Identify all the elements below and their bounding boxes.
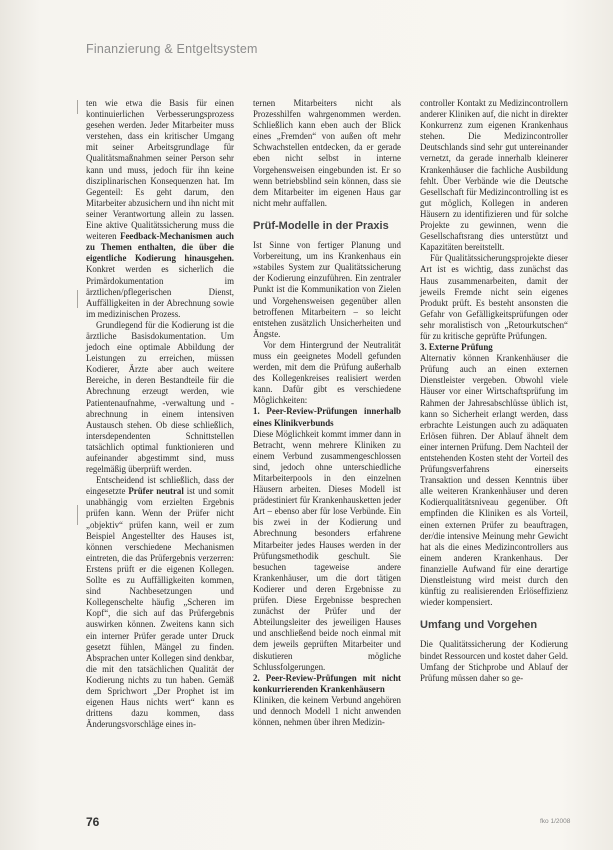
bold-phrase: Feedback-Mechanismen auch zu Themen enthalten, die über die eigentliche Kodierung hinausgehen.	[86, 231, 234, 264]
paragraph-text: ten wie etwa die Basis für einen kontinuierlichen Verbesserungsprozess gesehen werden. Jeder Mitarbeiter muss verstehen, dass ein kritischer Umgang mit seiner Arbeitsgrundlage für Qualitätsmaßnahmen seiner Person sehr kann und muss, jedoch für ihn keine disziplinarischen Konsequenzen hat. Im Gegenteil: Es geht darum, den Mitarbeiter abzusichern und ihn nicht mit seiner Verantwortung allein zu lassen. Eine aktive Qualitätssicherung muss die weiteren	[86, 98, 234, 242]
running-header-title: Finanzierung & Entgeltsystem	[86, 42, 258, 56]
footer-source: fko 1/2008	[540, 818, 571, 825]
paragraph: Ist Sinne von fertiger Planung und Vorbereitung, um ins Krankenhaus ein »stabiles System zur Qualitätssicherung der Kodierung einzuführen. Ein zentraler Punkt ist die Kommunikation von Zielen und Vorgehensweisen gegenüber allen betroffenen Mitarbeitern – so leicht entstehen zusätzlich Unsicherheiten und Ängste.	[253, 240, 401, 339]
section-heading: Prüf-Modelle in der Praxis	[253, 219, 389, 232]
paragraph-text: Konkret werden es sicherlich die Primärdokumentation im ärztlichen/pflegerischen Dienst, Auffälligkeiten in der Abrechnung sowie im medizinischen Prozess.	[86, 264, 234, 319]
section-heading: Umfang und Vorgehen	[420, 619, 538, 632]
text-column-1	[86, 98, 234, 730]
text-column-3	[420, 98, 568, 684]
page-number: 76	[86, 815, 100, 829]
text-column-2	[253, 98, 401, 728]
subsection-heading: 1. Peer-Review-Prüfungen innerhalb eines Klinikverbunds	[253, 406, 401, 428]
bold-phrase: Prüfer neutral	[128, 486, 184, 497]
paragraph: ternen Mitarbeiters nicht als Prozesshilfen wahrgenommen werden. Schließlich kann eben auch der Blick eines „Fremden“ von außen oft mehr Schwachstellen entdecken, da er gerade eben nicht selbst in interne Vorgehensweisen eingebunden ist. Er so wenn betriebsblind sein können, dass sie dem Mitarbeiter im eigenen Haus gar nicht mehr auffallen.	[253, 98, 401, 208]
paragraph-text: Entscheidend ist schließlich, dass der eingesetzte	[86, 475, 234, 497]
paragraph: Diese Möglichkeit kommt immer dann in Betracht, wenn mehrere Kliniken zu einem Verbund zusammengeschlossen sind, jedoch ohne unterschiedliche Mitarbeiterpools in den einzelnen Häusern arbeiten. Dieses Modell ist prädestiniert für Krankenhausketten jeder Art – ebenso aber für lose Verbünde. Ein bis zwei in der Kodierung und Abrechnung besonders erfahrene Mitarbeiter jedes Hauses werden in der Prüfungsmethodik geschult. Sie besuchen tageweise andere Krankenhäuser, um die dort tätigen Kodierer und deren Ergebnisse zu prüfen. Diese Ergebnisse besprechen zunächst der Prüfer und der Abteilungsleiter des jeweiligen Hauses und anschließend beide noch einmal mit dem jeweils geprüften Mitarbeiter und diskutieren mögliche Schlussfolgerungen.	[253, 428, 401, 672]
paragraph: Für Qualitätssicherungsprojekte dieser Art ist es wichtig, dass zunächst das Haus zusammenarbeiten, damit der jeweils Fremde nicht sein eigenes Produkt prüft. Es besteht ansonsten die Gefahr von Gefälligkeitsprüfungen oder sehr moralistisch von „Retourkutschen“ für zu kritische geprüfte Prüfungen.	[420, 253, 568, 341]
paragraph-text: ist und somit unabhängig vom erzielten Ergebnis prüfen kann. Wenn der Prüfer nicht „objektiv“ prüfen kann, weil er zum Beispiel Angestellter des Hauses ist, können verschiedene Mechanismen eintreten, die das Prüfergebnis verzerren: Erstens prüft er die eigenen Kollegen. Sollte es zu Auffälligkeiten kommen, sind Nachbesetzungen und Kollegenschelte häufig „Scheren im Kopf“, die sich auf das Prüfergebnis auswirken können. Zweitens kann sich ein interner Prüfer gerade unter Druck gesetzt fühlen, Mängel zu finden. Absprachen unter Kollegen sind denkbar, die mit den tatsächlichen Qualität der Kodierung nichts zu tun haben. Gemäß dem Sprichwort „Der Prophet ist im eigenen Haus nichts wert“ kann es drittens dazu kommen, dass Änderungsvorschläge eines in-	[86, 486, 235, 730]
subsection-heading: 2. Peer-Review-Prüfungen mit nicht konkurrierenden Krankenhäusern	[253, 672, 401, 694]
paragraph	[86, 98, 234, 320]
paragraph: controller Kontakt zu Medizincontrollern anderer Kliniken auf, die nicht in direkter Konkurrenz zum eigenen Krankenhaus stehen. Die Medizincontroller Deutschlands sind sehr gut untereinander vernetzt, da gerade innerhalb kleinerer Krankenhäuser die fachliche Ausbildung fehlt. Über Verbände wie die Deutsche Gesellschaft für Medizincontrolling ist es gut möglich, Kollegen in anderen Häusern zu identifizieren und für solche Projekte zu gewinnen, wenn die Gesellschaftsrang dies unterstützt und Kapazitäten bereitstellt.	[420, 98, 568, 253]
margin-mark	[77, 505, 78, 525]
paragraph: Grundlegend für die Kodierung ist die ärztliche Basisdokumentation. Um jedoch eine optimale Abbildung der Leistungen zu erreichen, müssen Kodierer, Ärzte aber auch weitere Bereiche, in deren Bestandteile für die Abrechnung erzeugt werden, wie Patientenaufnahme, -verwaltung und -abrechnung in einem intensiven Austausch stehen. Ob diese schließlich, intersdependenten Schnittstellen tatsächlich optimal funktionieren und aufeinander abgestimmt sind, muss regelmäßig überprüft werden.	[86, 319, 234, 475]
margin-mark	[77, 100, 78, 114]
paragraph	[86, 475, 234, 730]
paragraph: Vor dem Hintergrund der Neutralität muss ein geeignetes Modell gefunden werden, mit dem die Prüfung außerhalb des Kollegenkreises realisiert werden kann. Dafür gibt es verschiedene Möglichkeiten:	[253, 339, 401, 406]
paragraph: Die Qualitätssicherung der Kodierung bindet Ressourcen und kostet daher Geld. Umfang der Stichprobe und Ablauf der Prüfung müssen daher so ge-	[420, 639, 568, 683]
paragraph: Kliniken, die keinem Verbund angehören und dennoch Modell 1 nicht anwenden können, nehmen über ihren Medizin-	[253, 694, 401, 728]
paragraph: Alternativ können Krankenhäuser die Prüfung auch an einen externen Dienstleister vergeben. Obwohl viele Häuser vor einer Wirtschaftsprüfung im Rahmen der Jahresabschlüsse üblich ist, kann so Sicherheit erlangt werden, dass erbrachte Leistungen auch zu adäquaten Erlösen führen. Der Ablauf ähnelt dem einer internen Prüfung. Dem Nachteil der entstehenden Kosten steht der Vorteil des Prüfungsverfahrens einerseits Transaktion und dessen Kenntnis über alle weiteren Krankenhäuser und deren Kodierqualitätsniveau gegenüber. Oft empfinden die Kliniken es als Vorteil, einen externen Prüfer zu beauftragen, der/die intensive Meinung mehr Gewicht hat als die eines Medizincontrollers aus einem anderen Krankenhaus. Der finanzielle Aufwand für eine derartige Dienstleistung wird meist durch den künftig zu realisierenden Erlöseffizienz wieder kompensiert.	[420, 353, 568, 608]
subsection-heading: 3. Externe Prüfung	[420, 342, 493, 353]
margin-mark	[77, 290, 78, 308]
